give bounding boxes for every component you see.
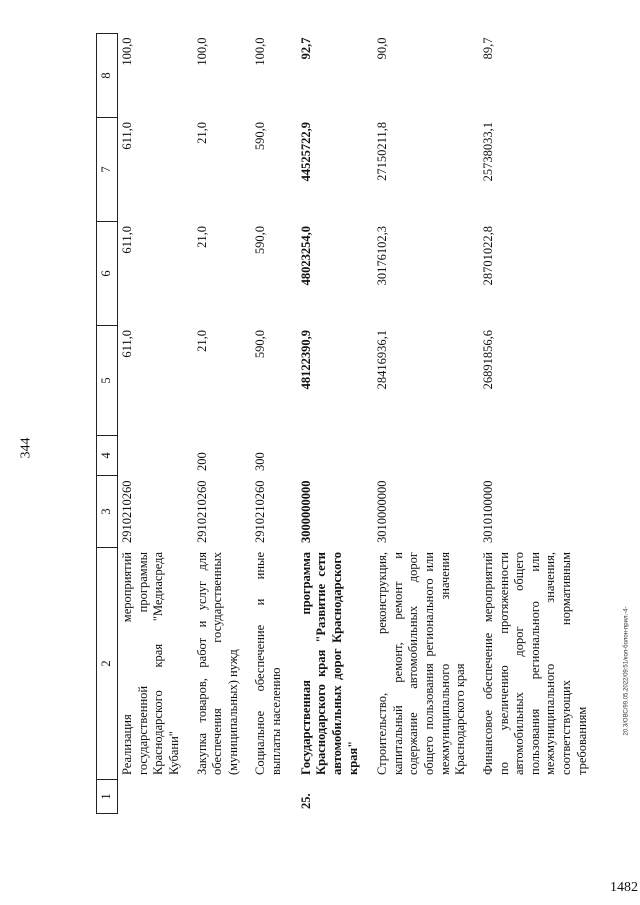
row-name: Реализация мероприятий государственной программы Краснодарского края "Медиасреда Кубани" (120, 552, 181, 775)
row-number (479, 780, 594, 814)
row-value-8: 100,0 (120, 37, 134, 66)
row-code: 3010000000 (375, 480, 390, 543)
row-number: 25. (298, 793, 313, 809)
row-code: 3000000000 (298, 480, 313, 543)
row-number (118, 780, 193, 814)
row-expense-type (479, 436, 594, 476)
row-value-5: 611,0 (120, 330, 134, 358)
row-name: Финансовое обеспечение мероприятий по увеличению протяженности автомобильных дорог общего пользования регионального или межмуниципального значения, соответствующих нормативным требованиям (480, 552, 589, 775)
row-expense-type (118, 436, 193, 476)
row-expense-type (297, 436, 374, 476)
row-value-7: 21,0 (194, 122, 209, 144)
row-value-6: 48023254,0 (298, 226, 313, 286)
row-value-8: 89,7 (480, 37, 495, 60)
row-number (373, 780, 479, 814)
row-name: Строительство, реконструкция, капитальный ремонт, ремонт и содержание автомобильных дорог общего пользования регионального или межмуниципального значения Краснодарского края (375, 552, 468, 775)
col-header-7: 7 (97, 118, 118, 222)
row-code: 2910210260 (120, 480, 134, 543)
col-header-8: 8 (97, 34, 118, 118)
row-value-8: 90,0 (375, 37, 390, 60)
col-header-5: 5 (97, 326, 118, 436)
file-stamp: 20.3/ОВС/99.05.2022/09:51/кол-болон-прил.-4- (623, 606, 630, 736)
row-value-7: 25738033,1 (480, 122, 495, 182)
row-name: Закупка товаров, работ и услуг для обеспечения государственных (муниципальных) нужд (194, 552, 240, 775)
budget-table (96, 33, 594, 814)
page-number: 344 (18, 437, 34, 459)
sheet-number: 1482 (610, 880, 638, 895)
row-code: 2910210260 (253, 480, 268, 543)
row-value-6: 28701022,8 (480, 226, 495, 286)
row-value-7: 611,0 (120, 122, 134, 150)
row-value-5: 26891856,6 (480, 330, 495, 390)
budget-table-wrap (96, 34, 616, 814)
row-value-5: 21,0 (194, 330, 209, 352)
col-header-3: 3 (97, 476, 118, 548)
row-expense-type: 300 (253, 452, 268, 471)
row-value-6: 611,0 (120, 226, 134, 254)
table-row (297, 34, 374, 814)
row-name: Государственная программа Краснодарского края "Развитие сети автомобильных дорог Краснодарского края" (298, 552, 360, 775)
table-row (479, 34, 594, 814)
col-header-4: 4 (97, 436, 118, 476)
row-value-8: 100,0 (253, 37, 268, 66)
row-expense-type (373, 436, 479, 476)
row-value-5: 48122390,9 (298, 330, 313, 390)
row-value-6: 30176102,3 (375, 226, 390, 286)
row-value-7: 27150211,8 (375, 122, 390, 181)
row-value-7: 590,0 (253, 122, 268, 151)
row-value-8: 100,0 (194, 37, 209, 66)
col-header-1: 1 (97, 780, 118, 814)
row-value-7: 44525722,9 (298, 122, 313, 182)
table-header-row (97, 34, 118, 814)
table-row (193, 34, 252, 814)
row-value-8: 92,7 (298, 37, 313, 60)
row-value-6: 590,0 (253, 226, 268, 255)
row-code: 2910210260 (194, 480, 209, 543)
table-row (251, 34, 296, 814)
row-expense-type: 200 (194, 452, 209, 471)
row-number (251, 780, 296, 814)
col-header-2: 2 (97, 548, 118, 780)
row-value-5: 590,0 (253, 330, 268, 359)
col-header-6: 6 (97, 222, 118, 326)
table-row (118, 34, 193, 814)
table-row (373, 34, 479, 814)
row-code: 3010100000 (480, 480, 495, 543)
row-number (193, 780, 252, 814)
row-value-5: 28416936,1 (375, 330, 390, 390)
row-name: Социальное обеспечение и иные выплаты населению (253, 552, 283, 775)
row-value-6: 21,0 (194, 226, 209, 248)
